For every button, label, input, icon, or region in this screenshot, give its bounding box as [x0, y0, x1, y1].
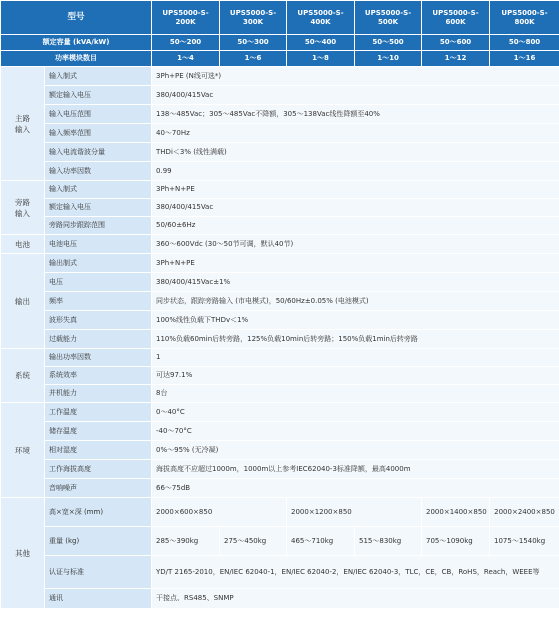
modules-value: 1～4 — [152, 51, 220, 67]
spec-value: 138～485Vac；305～485Vac不降额，305～138Vac线性降额至40% — [152, 105, 559, 124]
spec-label: 输入电压范围 — [45, 105, 152, 124]
spec-label: 输入频率范围 — [45, 124, 152, 143]
spec-label: 通讯 — [45, 589, 152, 609]
spec-value: 3Ph+N+PE — [152, 254, 559, 273]
capacity-value: 50～600 — [422, 35, 490, 51]
dimension-value: 2000×2400×850 — [490, 498, 559, 527]
spec-label: 输入电流谐波分量 — [45, 143, 152, 162]
spec-label: 输入制式 — [45, 67, 152, 86]
spec-label: 额定输入电压 — [45, 199, 152, 217]
model-label: 型号 — [1, 1, 152, 35]
spec-label: 输入功率因数 — [45, 162, 152, 181]
spec-value: 40～70Hz — [152, 124, 559, 143]
spec-value: 66～75dB — [152, 479, 559, 498]
model-name: UPS5000-S-400K — [287, 1, 355, 35]
dimension-value: 2000×1200×850 — [287, 498, 422, 527]
capacity-value: 50～800 — [490, 35, 559, 51]
spec-value: 8台 — [152, 385, 559, 403]
spec-value: 100%线性负载下THDv＜1% — [152, 311, 559, 330]
model-name: UPS5000-S-600K — [422, 1, 490, 35]
dimension-value: 2000×1400×850 — [422, 498, 490, 527]
weight-value: 275～450kg — [220, 527, 287, 556]
spec-value: 3Ph+N+PE — [152, 181, 559, 199]
spec-label: 额定输入电压 — [45, 86, 152, 105]
spec-value: 50/60±6Hz — [152, 217, 559, 235]
capacity-row — [1, 35, 559, 51]
modules-value: 1～6 — [220, 51, 287, 67]
category-mains-input: 主路 输入 — [1, 67, 45, 181]
modules-value: 1～8 — [287, 51, 355, 67]
weight-value: 705～1090kg — [422, 527, 490, 556]
capacity-value: 50～200 — [152, 35, 220, 51]
spec-label: 输出制式 — [45, 254, 152, 273]
category-other: 其他 — [1, 498, 45, 609]
weight-value: 1075～1540kg — [490, 527, 559, 556]
spec-label: 过载能力 — [45, 330, 152, 349]
capacity-value: 50～500 — [355, 35, 422, 51]
model-header-row — [1, 1, 559, 35]
spec-label: 相对湿度 — [45, 441, 152, 460]
spec-value: -40～70°C — [152, 422, 559, 441]
spec-label: 输入制式 — [45, 181, 152, 199]
modules-label: 功率模块数目 — [1, 51, 152, 67]
spec-label: 频率 — [45, 292, 152, 311]
spec-label: 工作海拔高度 — [45, 460, 152, 479]
weight-value: 515～830kg — [355, 527, 422, 556]
weight-value: 465～710kg — [287, 527, 355, 556]
spec-value: 360～600Vdc (30～50节可调，默认40节) — [152, 235, 559, 254]
spec-value: 0%～95% (无冷凝) — [152, 441, 559, 460]
spec-label: 输出功率因数 — [45, 349, 152, 367]
spec-value: 380/400/415Vac±1% — [152, 273, 559, 292]
category-environment: 环境 — [1, 403, 45, 498]
capacity-label: 额定容量 (kVA/kW) — [1, 35, 152, 51]
spec-label: 电池电压 — [45, 235, 152, 254]
spec-value: 380/400/415Vac — [152, 199, 559, 217]
spec-value: THDi＜3% (线性满载) — [152, 143, 559, 162]
spec-value: 110%负载60min后转旁路，125%负载10min后转旁路；150%负载1min后转旁路 — [152, 330, 559, 349]
spec-label: 电压 — [45, 273, 152, 292]
spec-label: 系统效率 — [45, 367, 152, 385]
spec-value: 1 — [152, 349, 559, 367]
category-bypass-input: 旁路 输入 — [1, 181, 45, 235]
spec-value: 可达97.1% — [152, 367, 559, 385]
category-system: 系统 — [1, 349, 45, 403]
dimension-value: 2000×600×850 — [152, 498, 287, 527]
modules-value: 1～16 — [490, 51, 559, 67]
spec-value: YD/T 2165-2010，EN/IEC 62040-1，EN/IEC 62040-2，EN/IEC 62040-3，TLC，CE，CB，RoHS，Reach，WEEE等 — [152, 556, 559, 589]
model-name: UPS5000-S-200K — [152, 1, 220, 35]
spec-value: 0～40°C — [152, 403, 559, 422]
category-output: 输出 — [1, 254, 45, 349]
spec-value: 0.99 — [152, 162, 559, 181]
spec-value: 380/400/415Vac — [152, 86, 559, 105]
model-name: UPS5000-S-300K — [220, 1, 287, 35]
model-name: UPS5000-S-500K — [355, 1, 422, 35]
spec-value: 干接点、RS485、SNMP — [152, 589, 559, 609]
spec-value: 3Ph+PE (N线可选*) — [152, 67, 559, 86]
spec-label: 波形失真 — [45, 311, 152, 330]
spec-label: 重量 (kg) — [45, 527, 152, 556]
spec-label: 认证与标准 — [45, 556, 152, 589]
category-battery: 电池 — [1, 235, 45, 254]
spec-value: 海拔高度不应超过1000m，1000m以上参考IEC62040-3标准降额，最高4000m — [152, 460, 559, 479]
modules-row — [1, 51, 559, 67]
spec-label: 并机能力 — [45, 385, 152, 403]
modules-value: 1～12 — [422, 51, 490, 67]
weight-value: 285～390kg — [152, 527, 220, 556]
spec-label: 高×宽×深 (mm) — [45, 498, 152, 527]
spec-label: 储存温度 — [45, 422, 152, 441]
spec-value: 同步状态，跟踪旁路输入 (市电模式)，50/60Hz±0.05% (电池模式) — [152, 292, 559, 311]
spec-label: 旁路同步跟踪范围 — [45, 217, 152, 235]
capacity-value: 50～300 — [220, 35, 287, 51]
spec-label: 音响噪声 — [45, 479, 152, 498]
capacity-value: 50～400 — [287, 35, 355, 51]
model-name: UPS5000-S-800K — [490, 1, 559, 35]
modules-value: 1～10 — [355, 51, 422, 67]
spec-label: 工作温度 — [45, 403, 152, 422]
